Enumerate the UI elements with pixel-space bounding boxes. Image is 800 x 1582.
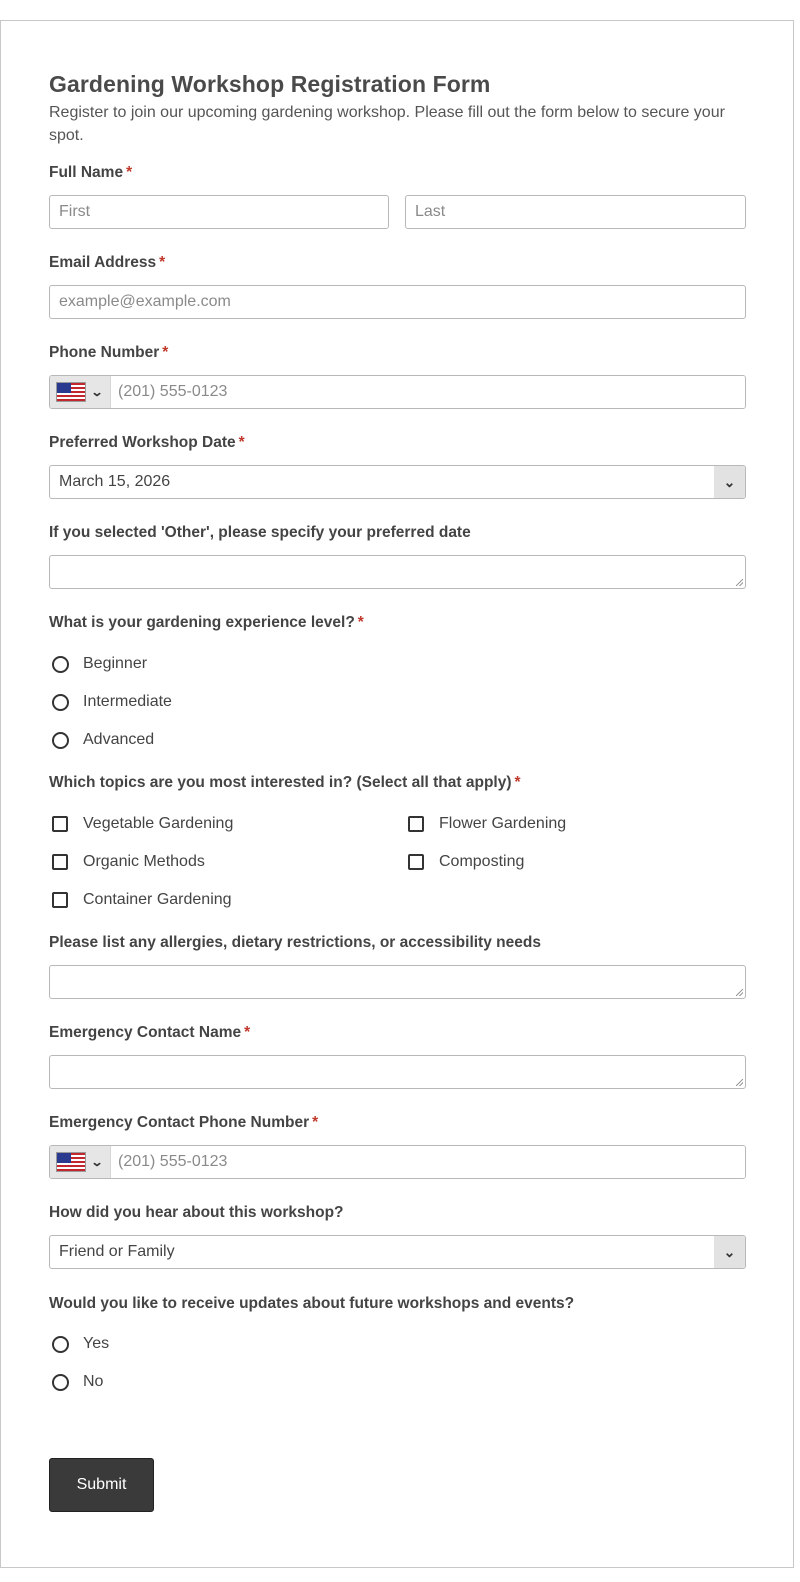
option-label: Composting [439,853,525,870]
experience-label: What is your gardening experience level? * [49,614,364,631]
required-marker: * [126,164,133,181]
other-date-textarea[interactable] [49,555,746,589]
chevron-down-icon: ⌄ [90,1155,104,1169]
option-label: Organic Methods [83,853,205,870]
form-card [0,20,794,1568]
checkbox[interactable] [52,854,68,870]
topic-option-container[interactable] [49,891,232,909]
option-label: Beginner [83,655,148,672]
radio-button[interactable] [52,732,69,749]
full-name-label: Full Name * [49,164,133,181]
updates-option-yes[interactable] [49,1335,109,1353]
phone-field [49,375,746,409]
experience-option-intermediate[interactable] [49,693,172,711]
us-flag-icon [56,382,86,402]
email-label: Email Address * [49,254,166,271]
updates-option-no[interactable] [49,1373,103,1391]
emergency-name-label: Emergency Contact Name * [49,1024,251,1041]
topic-option-vegetable[interactable] [49,815,233,833]
referral-label: How did you hear about this workshop? [49,1204,344,1221]
radio-button[interactable] [52,1336,69,1353]
topic-option-composting[interactable] [405,853,524,871]
phone-input[interactable] [111,376,745,408]
radio-button[interactable] [52,656,69,673]
submit-button[interactable]: Submit [49,1458,154,1512]
workshop-date-label: Preferred Workshop Date * [49,434,245,451]
experience-option-advanced[interactable] [49,731,154,749]
required-marker: * [159,254,166,271]
other-date-label: If you selected 'Other', please specify your preferred date [49,524,471,541]
radio-button[interactable] [52,694,69,711]
us-flag-icon [56,1152,86,1172]
emergency-phone-field [49,1145,746,1179]
checkbox[interactable] [408,854,424,870]
required-marker: * [514,774,521,791]
emergency-phone-label: Emergency Contact Phone Number * [49,1114,319,1131]
first-name-input[interactable] [49,195,389,229]
required-marker: * [244,1024,251,1041]
required-marker: * [238,434,245,451]
experience-option-beginner[interactable] [49,655,147,673]
email-input[interactable] [49,285,746,319]
required-marker: * [357,614,364,631]
topics-label: Which topics are you most interested in? (Select all that apply) * [49,774,521,791]
checkbox[interactable] [52,816,68,832]
chevron-down-icon: ⌄ [714,466,745,498]
option-label: No [83,1373,104,1390]
updates-label: Would you like to receive updates about future workshops and events? [49,1295,575,1312]
referral-value: Friend or Family [59,1243,175,1260]
option-label: Flower Gardening [439,815,567,832]
required-marker: * [162,344,169,361]
radio-button[interactable] [52,1374,69,1391]
required-marker: * [312,1114,319,1131]
option-label: Vegetable Gardening [83,815,234,832]
workshop-date-select[interactable] [49,465,746,499]
needs-label: Please list any allergies, dietary restrictions, or accessibility needs [49,934,541,951]
last-name-input[interactable] [405,195,746,229]
emergency-name-textarea[interactable] [49,1055,746,1089]
checkbox[interactable] [52,892,68,908]
chevron-down-icon: ⌄ [714,1236,745,1268]
needs-textarea[interactable] [49,965,746,999]
referral-select[interactable] [49,1235,746,1269]
option-label: Container Gardening [83,891,232,908]
option-label: Yes [83,1335,110,1352]
chevron-down-icon: ⌄ [90,385,104,399]
form-description: Register to join our upcoming gardening workshop. Please fill out the form below to secure your spot. [49,104,725,144]
country-selector[interactable] [50,1146,111,1178]
option-label: Intermediate [83,693,172,710]
topic-option-flower[interactable] [405,815,566,833]
emergency-phone-input[interactable] [111,1146,745,1178]
topic-option-organic[interactable] [49,853,205,871]
form-title: Gardening Workshop Registration Form [49,71,491,97]
checkbox[interactable] [408,816,424,832]
option-label: Advanced [83,731,155,748]
workshop-date-value: March 15, 2026 [59,473,171,490]
country-selector[interactable] [50,376,111,408]
phone-label: Phone Number * [49,344,169,361]
